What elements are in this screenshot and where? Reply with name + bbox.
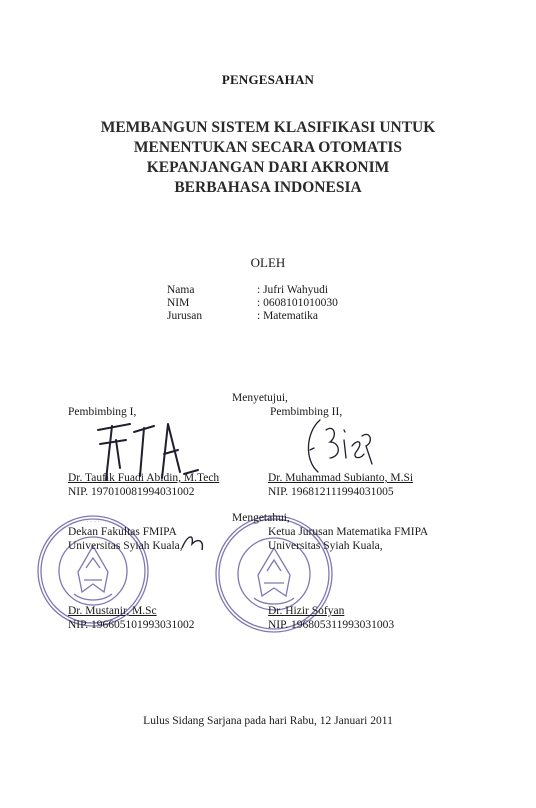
head-role-line2: Universitas Syiah Kuala,	[268, 540, 383, 552]
supervisor2-name: Dr. Muhammad Subianto, M.Si	[268, 472, 414, 484]
dean-role-line2: Universitas Syiah Kuala,	[68, 540, 183, 552]
field-value: : Jufri Wahyudi	[257, 284, 329, 296]
graduation-note: Lulus Sidang Sarjana pada hari Rabu, 12 Januari 2011	[143, 715, 393, 727]
svg-text:· · · ·: · · · ·	[86, 519, 100, 526]
dean-role-line1: Dekan Fakultas FMIPA	[68, 526, 177, 538]
field-label: Nama	[167, 284, 195, 296]
acknowledgement-header: Mengetahui,	[232, 512, 290, 524]
field-label: Jurusan	[167, 310, 203, 322]
thesis-title	[0, 118, 536, 198]
supervisor1-nip: NIP. 197010081994031002	[68, 486, 195, 498]
author-row	[167, 284, 338, 297]
field-value: : 0608101010030	[257, 297, 338, 309]
head-role-line1: Ketua Jurusan Matematika FMIPA	[268, 526, 429, 538]
supervisor2-nip: NIP. 196812111994031005	[268, 486, 394, 498]
oleh-label: OLEH	[250, 255, 286, 270]
title-line: MEMBANGUN SISTEM KLASIFIKASI UNTUK	[100, 119, 436, 136]
head-name: Dr. Hizir Sofyan	[268, 605, 345, 617]
title-line: BERBAHASA INDONESIA	[174, 179, 362, 196]
title-line: KEPANJANGAN DARI AKRONIM	[146, 159, 390, 176]
dean-nip: NIP. 196605101993031002	[68, 619, 195, 631]
author-info	[167, 284, 338, 323]
field-label: NIM	[167, 297, 190, 309]
page-heading: PENGESAHAN	[221, 72, 315, 87]
approval-header: Menyetujui,	[232, 392, 288, 404]
supervisor1-name: Dr. Taufik Fuadi Abidin, M.Tech	[68, 472, 220, 484]
field-value: : Matematika	[257, 310, 318, 322]
supervisor2-role: Pembimbing II,	[270, 406, 343, 418]
head-nip: NIP. 196805311993031003	[268, 619, 395, 631]
supervisor1-role: Pembimbing I,	[68, 406, 137, 418]
title-line: MENENTUKAN SECARA OTOMATIS	[133, 139, 403, 156]
author-row	[167, 310, 338, 323]
author-row	[167, 297, 338, 310]
dean-name: Dr. Mustanir, M.Sc	[68, 605, 157, 617]
